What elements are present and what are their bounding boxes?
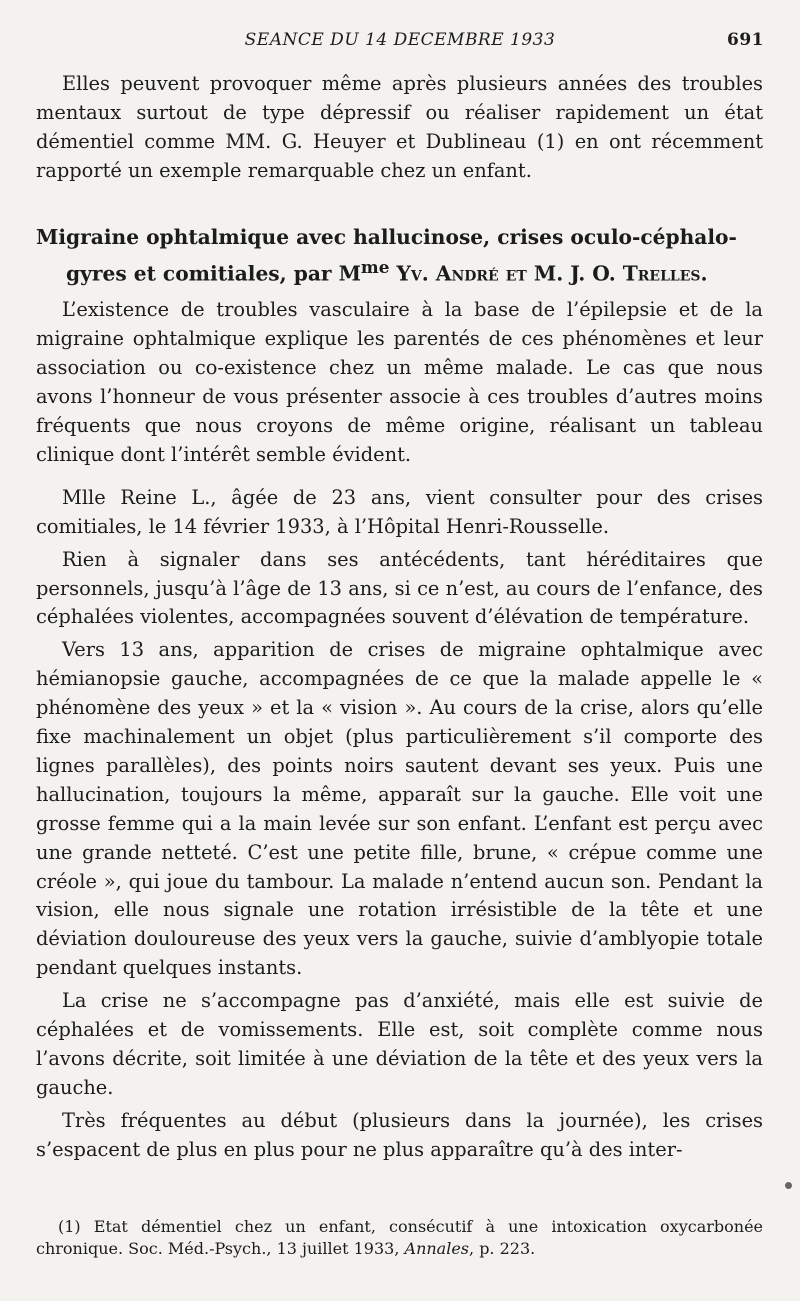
paragraph-crises: Vers 13 ans, apparition de crises de migraine ophtalmique avec hémianopsie gauche, accompagnées de ce que la malade appelle le « phénomène des yeux » et la « vision ». Au cours de la crise, alors qu’elle fixe machinalement un objet (plus particulièrement s’il comporte des lignes parallèles), des points noirs sautent devant ses yeux. Puis une hallucination, toujours la même, apparaît sur la gauche. Elle voit une grosse femme qui a la main levée sur son enfant. L’enfant est perçu avec une grande netteté. C’est une petite fille, brune, « crépue comme une créole », qui joue du tambour. La malade n’entend aucun son. Pendant la vision, elle nous signale une rotation irrésistible de la tête et une déviation douloureuse des yeux vers la gauche, suivie d’amblyopie totale pendant quelques instants. <box>36 638 763 980</box>
running-title: SEANCE DU 14 DECEMBRE 1933 <box>244 30 556 50</box>
footnote-journal: Annales <box>404 1239 470 1258</box>
footnote-text <box>36 1216 763 1260</box>
article-body <box>36 70 763 1169</box>
article-title <box>36 222 763 289</box>
footnote-text-start: (1) Etat démentiel chez un enfant, consécutif à une intoxication oxycarbonée chronique. Soc. Méd.-Psych., 13 juillet 1933, <box>36 1217 763 1258</box>
paragraph-patient: Mlle Reine L., âgée de 23 ans, vient consulter pour des crises comitiales, le 14 février 1933, à l’Hôpital Henri-Rousselle. <box>36 485 763 538</box>
footnote <box>36 1216 763 1260</box>
paragraph-anxiety: La crise ne s’accompagne pas d’anxiété, mais elle est suivie de céphalées et de vomissements. Elle est, soit complète comme nous l’avons décrite, soit limitée à une déviation de la tête et des yeux vers la gauche. <box>36 989 763 1099</box>
footnote-text-end: , p. 223. <box>469 1239 536 1258</box>
title-line-1: Migraine ophtalmique avec hallucinose, crises oculo-céphalo- <box>36 224 737 249</box>
paragraph-existence: L’existence de troubles vasculaire à la base de l’épilepsie et de la migraine ophtalmique explique les parentés de ces phénomènes et leur association ou co-existence chez un même malade. Le cas que nous avons l’honneur de vous présenter associe à ces troubles d’autres moins fréquents que nous croyons de même origine, réalisant un tableau clinique dont l’intérêt semble évident. <box>36 298 763 466</box>
paragraph-intro: Elles peuvent provoquer même après plusieurs années des troubles mentaux surtout de type dépressif ou réaliser rapidement un état démentiel comme MM. G. Heuyer et Dublineau (1) en ont récemment rapporté un exemple remarquable chez un enfant. <box>36 72 763 182</box>
title-line-2-start: gyres et comitiales, par M <box>66 261 361 286</box>
paragraph-gap <box>36 474 763 484</box>
paragraph-antecedents: Rien à signaler dans ses antécédents, tant héréditaires que personnels, jusqu’à l’âge de 13 ans, si ce n’est, au cours de l’enfance, des céphalées violentes, accompagnées souvent d’élévation de température. <box>36 547 763 629</box>
title-superscript: me <box>360 256 390 277</box>
title-line-2 <box>36 252 763 289</box>
running-header <box>36 30 764 58</box>
page-number: 691 <box>727 30 764 50</box>
paragraph-frequency: Très fréquentes au début (plusieurs dans la journée), les crises s’espacent de plus en plus pour ne plus apparaître qu’à des inter- <box>36 1108 763 1161</box>
title-authors: Yv. André et M. J. O. Trelles. <box>389 261 708 286</box>
margin-mark <box>785 1182 792 1189</box>
